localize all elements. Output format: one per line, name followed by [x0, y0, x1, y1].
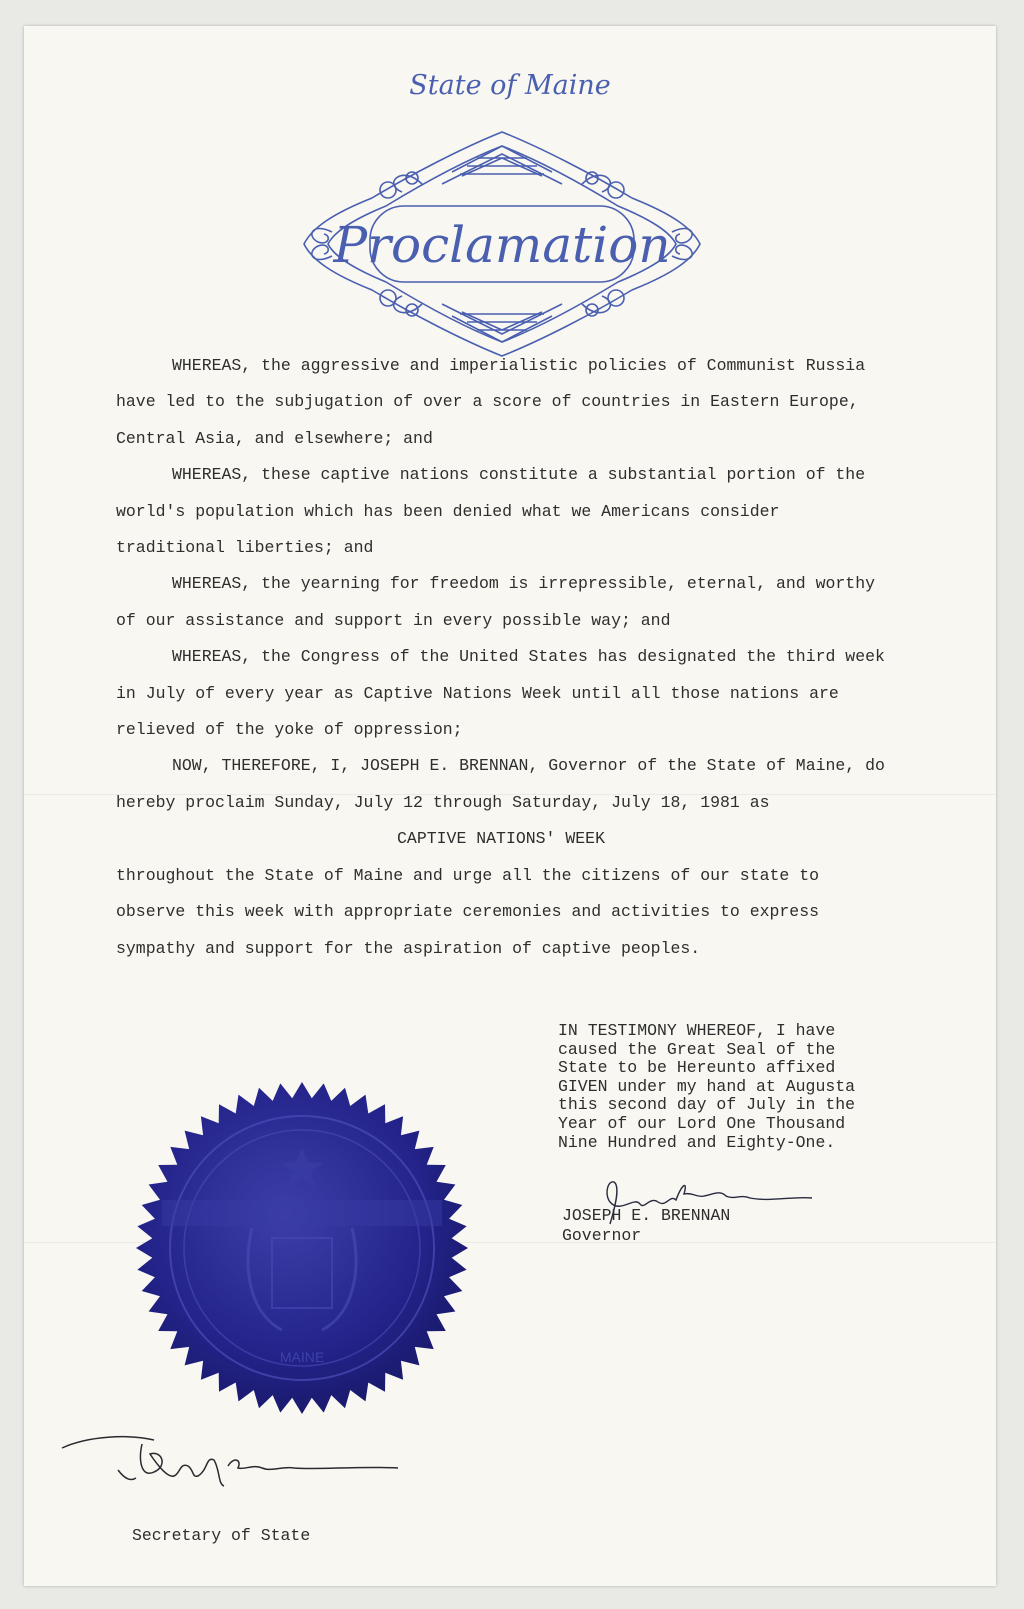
governor-title: Governor [562, 1226, 642, 1245]
proclaimed-event: CAPTIVE NATIONS' WEEK [397, 829, 605, 849]
great-seal [132, 1078, 472, 1418]
state-title: State of Maine [409, 70, 611, 101]
secretary-signature [58, 1426, 418, 1496]
closing-paragraph: throughout the State of Maine and urge all the citizens of our state to observe this week with appropriate ceremonies and activities to express sympathy and support for the aspiration of captive peoples. [116, 865, 820, 958]
testimony-line: Nine Hundred and Eighty-One. [558, 1132, 836, 1152]
whereas-paragraph: WHEREAS, these captive nations constitute a substantial portion of the world's population which has been denied what we Americans consider traditional liberties; and [116, 465, 866, 558]
now-therefore-paragraph: NOW, THEREFORE, I, JOSEPH E. BRENNAN, Governor of the State of Maine, do hereby proclaim Sunday, July 12 through Saturday, July 18, 1981 as [116, 756, 885, 812]
testimony-line: this second day of July in the [558, 1095, 856, 1115]
proclamation-sheet [24, 26, 996, 1586]
testimony-line: GIVEN under my hand at Augusta [558, 1076, 856, 1096]
testimony-line: caused the Great Seal of the [558, 1039, 836, 1059]
governor-block [562, 1206, 730, 1246]
testimony-line: State to be Hereunto affixed [558, 1058, 836, 1078]
testimony-line: IN TESTIMONY WHEREOF, I have [558, 1021, 836, 1040]
testimony-block [558, 1022, 918, 1152]
governor-name: JOSEPH E. BRENNAN [562, 1206, 731, 1225]
seal-label: MAINE [279, 1349, 325, 1365]
proclamation-ornament [292, 114, 712, 374]
whereas-paragraph: WHEREAS, the aggressive and imperialistic policies of Communist Russia have led to the subjugation of over a score of countries in Eastern Europe, Central Asia, and elsewhere; and [116, 356, 866, 448]
governor-signature-text: Joseph E Brennan [580, 1174, 590, 1175]
testimony-line: Year of our Lord One Thousand [558, 1113, 846, 1133]
proclamation-title: Proclamation [333, 216, 671, 274]
secretary-of-state-label: Secretary of State [132, 1526, 311, 1545]
proclamation-body [116, 348, 886, 967]
whereas-paragraph: WHEREAS, the Congress of the United States has designated the third week in July of every year as Captive Nations Week until all those nations are relieved of the yoke of oppression; [116, 647, 885, 740]
whereas-paragraph: WHEREAS, the yearning for freedom is irrepressible, eternal, and worthy of our assistance and support in every possible way; and [116, 574, 876, 630]
